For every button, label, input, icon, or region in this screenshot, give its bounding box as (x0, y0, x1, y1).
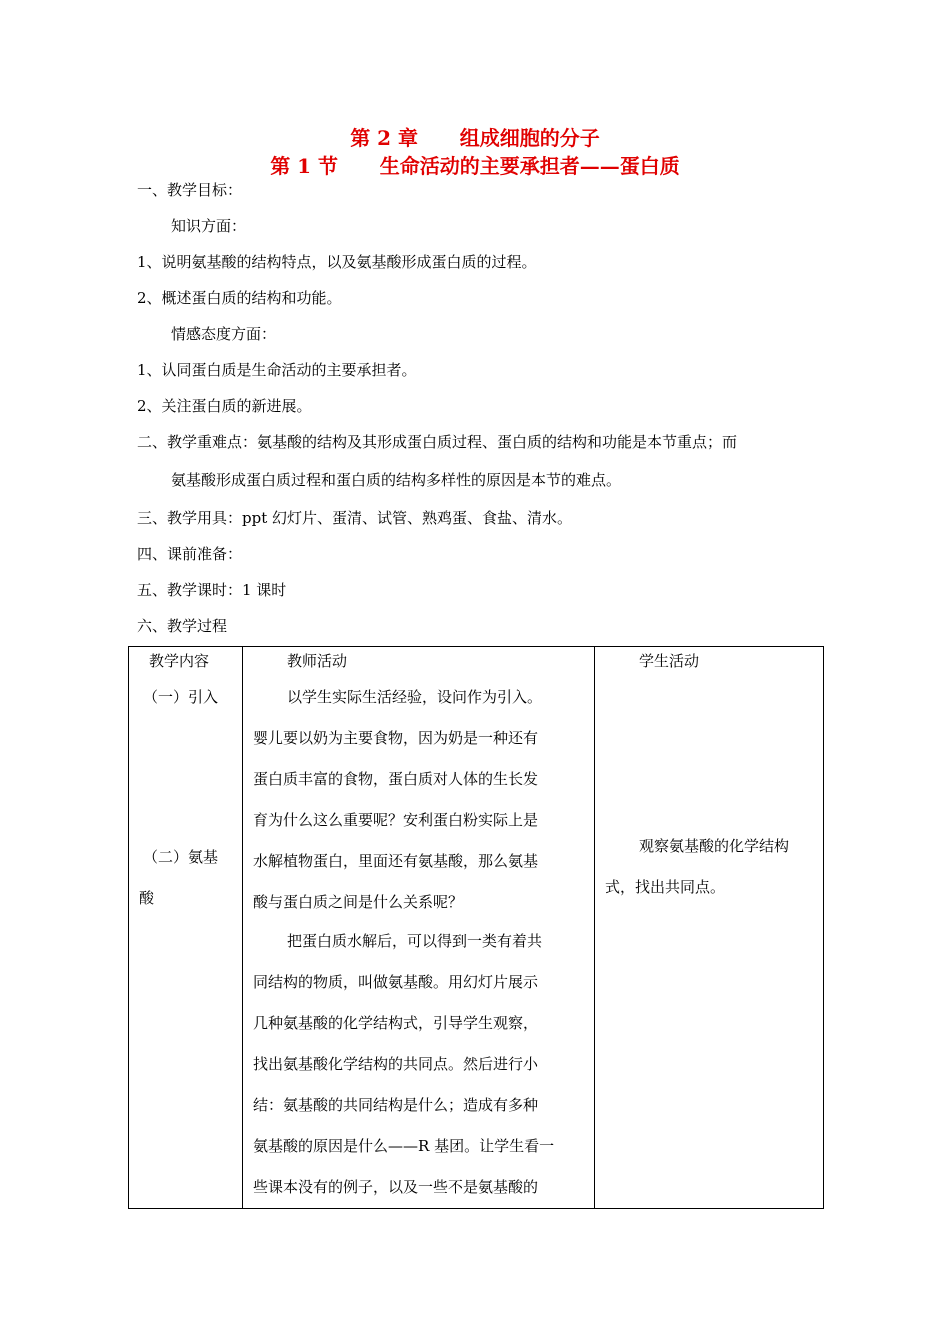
heading-class-hours: 五、教学课时：1 课时 (137, 581, 287, 599)
emotion-item-2: 2、关注蛋白质的新进展。 (137, 397, 312, 415)
header-student: 学生活动 (639, 652, 700, 670)
content-column (129, 647, 243, 1209)
header-teacher: 教师活动 (287, 652, 348, 670)
content-item-amino-acid: （二）氨基 (143, 848, 219, 866)
teacher-line: 把蛋白质水解后，可以得到一类有着共 (287, 932, 543, 950)
knowledge-item-1: 1、说明氨基酸的结构特点，以及氨基酸形成蛋白质的过程。 (137, 253, 537, 271)
heading-teaching-tools: 三、教学用具：ppt 幻灯片、蛋清、试管、熟鸡蛋、食盐、清水。 (137, 509, 573, 527)
knowledge-label: 知识方面： (171, 217, 247, 235)
teacher-column (243, 647, 595, 1209)
section-title: 第 1 节 生命活动的主要承担者——蛋白质 (270, 154, 680, 178)
teacher-line: 同结构的物质，叫做氨基酸。用幻灯片展示 (253, 973, 539, 991)
student-column (595, 647, 824, 1209)
content-item-intro: （一）引入 (143, 688, 219, 706)
heading-objectives: 一、教学目标： (137, 181, 243, 199)
emotion-label: 情感态度方面： (171, 325, 277, 343)
teacher-line: 水解植物蛋白，里面还有氨基酸，那么氨基 (253, 852, 539, 870)
teacher-line: 育为什么这么重要呢？安利蛋白粉实际上是 (253, 811, 539, 829)
emotion-item-1: 1、认同蛋白质是生命活动的主要承担者。 (137, 361, 417, 379)
teacher-line: 蛋白质丰富的食物，蛋白质对人体的生长发 (253, 770, 539, 788)
teacher-line: 些课本没有的例子，以及一些不是氨基酸的 (253, 1178, 539, 1196)
heading-key-points: 二、教学重难点：氨基酸的结构及其形成蛋白质过程、蛋白质的结构和功能是本节重点；而 (137, 433, 738, 451)
chapter-title: 第 2 章 组成细胞的分子 (350, 126, 600, 150)
teaching-process-table (128, 646, 824, 1209)
content-item-amino-acid-cont: 酸 (139, 889, 155, 907)
header-content: 教学内容 (149, 652, 210, 670)
teacher-line: 氨基酸的原因是什么——R 基团。让学生看一 (253, 1137, 555, 1155)
teacher-line: 以学生实际生活经验，设问作为引入。 (287, 688, 543, 706)
knowledge-item-2: 2、概述蛋白质的结构和功能。 (137, 289, 342, 307)
student-line: 式，找出共同点。 (605, 878, 726, 896)
key-points-continued: 氨基酸形成蛋白质过程和蛋白质的结构多样性的原因是本节的难点。 (171, 471, 622, 489)
heading-process: 六、教学过程 (137, 617, 228, 635)
teacher-line: 酸与蛋白质之间是什么关系呢？ (253, 893, 464, 911)
teacher-line: 几种氨基酸的化学结构式，引导学生观察， (253, 1014, 539, 1032)
teacher-line: 找出氨基酸化学结构的共同点。然后进行小 (253, 1055, 539, 1073)
teacher-line: 婴儿要以奶为主要食物，因为奶是一种还有 (253, 729, 539, 747)
teacher-line: 结：氨基酸的共同结构是什么；造成有多种 (253, 1096, 539, 1114)
student-line: 观察氨基酸的化学结构 (639, 837, 790, 855)
heading-preparation: 四、课前准备： (137, 545, 243, 563)
